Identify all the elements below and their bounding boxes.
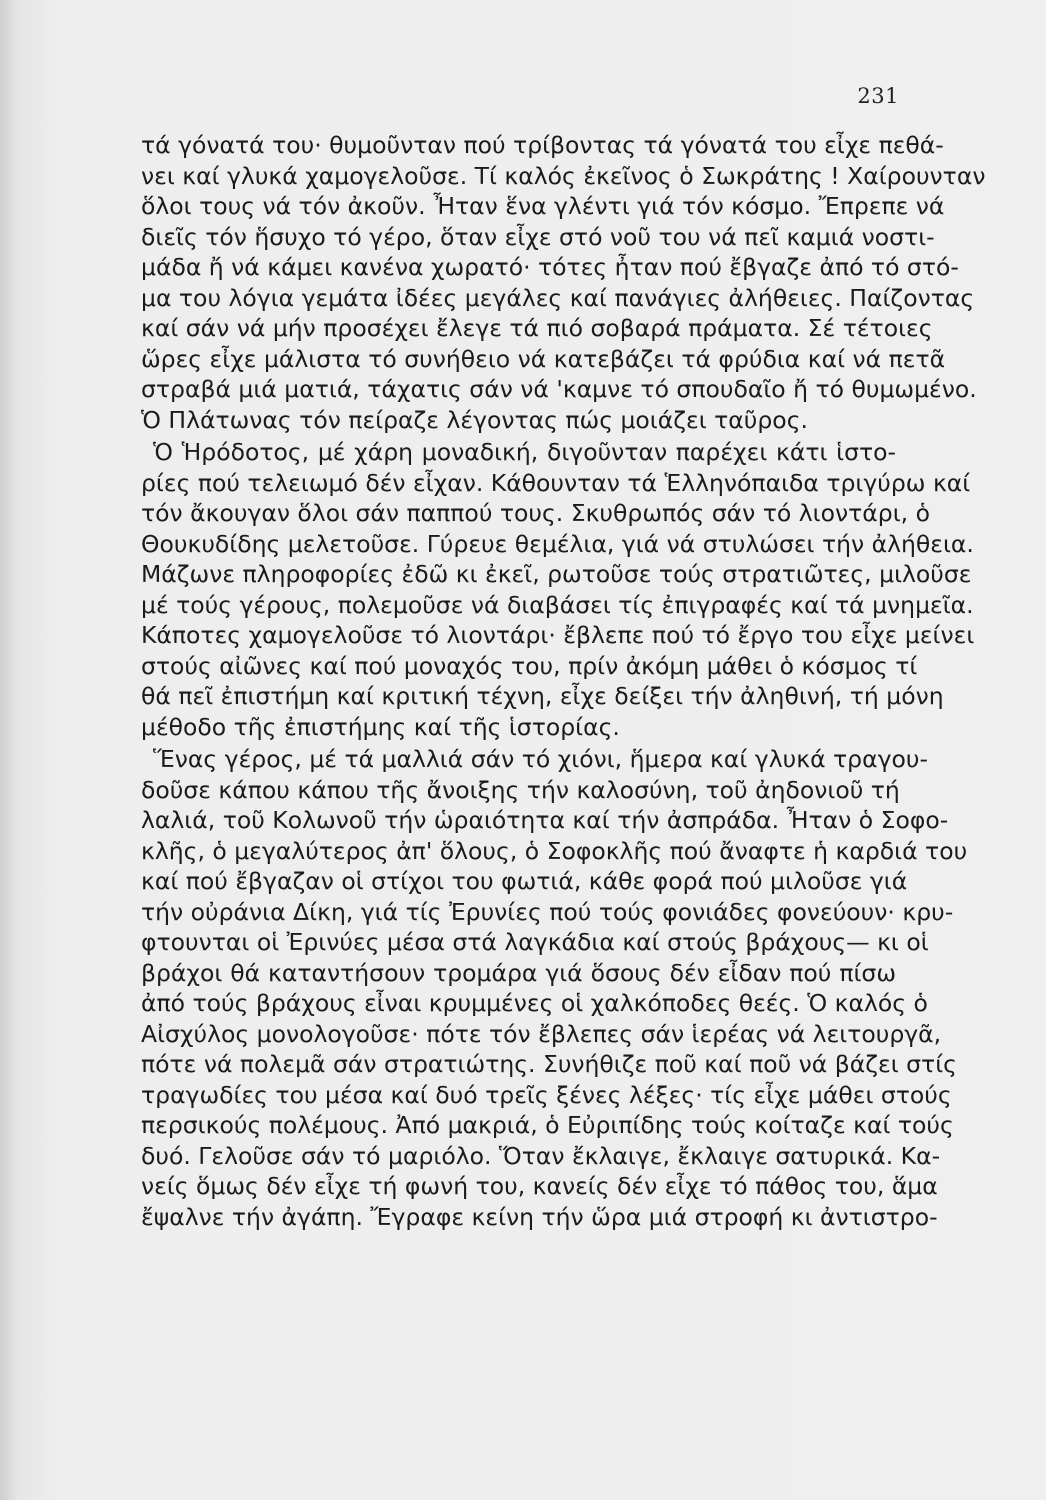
text-line: ὥρες εἶχε μάλιστα τό συνήθειο νά κατεβάζει τά φρύδια καί νά πετᾶ bbox=[141, 344, 946, 373]
text-line: τά γόνατά του· θυμοῦνταν πού τρίβοντας τά γόνατά του εἶχε πεθά- bbox=[141, 131, 944, 159]
text-line: στραβά μιά ματιά, τάχατις σάν νά 'καμνε τό σπουδαῖο ἤ τό θυμωμένο. bbox=[141, 375, 977, 403]
paragraph-tragedians bbox=[141, 744, 968, 1232]
text-line: πότε νά πολεμᾶ σάν στρατιώτης. Συνήθιζε ποῦ καί ποῦ νά βάζει στίς bbox=[141, 1050, 957, 1078]
text-line: διεῖς τόν ἥσυχο τό γέρο, ὅταν εἶχε στό νοῦ του νά πεῖ καμιά νοστι- bbox=[141, 222, 935, 251]
text-line: νείς ὅμως δέν εἶχε τή φωνή του, κανείς δέν εἶχε τό πάθος του, ἅμα bbox=[141, 1172, 938, 1200]
text-line: μέθοδο τῆς ἐπιστήμης καί τῆς ἱστορίας. bbox=[141, 712, 620, 741]
text-line: καί πού ἔβγαζαν οἱ στίχοι του φωτιά, κάθε φορά πού μιλοῦσε γιά bbox=[141, 867, 908, 895]
text-line: ρίες πού τελειωμό δέν εἶχαν. Κάθουνταν τά Ἑλληνόπαιδα τριγύρω καί bbox=[141, 468, 971, 497]
text-line: μα του λόγια γεμάτα ἰδέες μεγάλες καί πανάγιες ἀλήθειες. Παίζοντας bbox=[141, 283, 975, 312]
text-line: ὅλοι τους νά τόν ἀκοῦν. Ἦταν ἕνα γλέντι γιά τόν κόσμο. Ἔπρεπε νά bbox=[141, 192, 945, 220]
text-line: στούς αἰῶνες καί πού μοναχός του, πρίν ἀκόμη μάθει ὁ κόσμος τί bbox=[141, 651, 918, 680]
text-line: μάδα ἤ νά κάμει κανένα χωρατό· τότες ἦταν πού ἔβγαζε ἀπό τό στό- bbox=[141, 253, 959, 281]
text-line: ἀπό τούς βράχους εἶναι κρυμμένες οἱ χαλκόποδες θεές. Ὁ καλός ὁ bbox=[141, 989, 928, 1017]
text-line: φτουνται οἱ Ἐρινύες μέσα στά λαγκάδια καί στούς βράχους— κι οἱ bbox=[141, 928, 929, 956]
text-line: λαλιά, τοῦ Κολωνοῦ τήν ὡραιότητα καί τήν ἀσπράδα. Ἦταν ὁ Σοφο- bbox=[141, 806, 949, 834]
text-line: κλῆς, ὁ μεγαλύτερος ἀπ' ὅλους, ὁ Σοφοκλῆς πού ἄναφτε ἡ καρδιά του bbox=[141, 836, 968, 865]
text-line: τόν ἄκουγαν ὅλοι σάν παππού τους. Σκυθρωπός σάν τό λιοντάρι, ὁ bbox=[141, 499, 930, 527]
text-line: θά πεῖ ἐπιστήμη καί κριτική τέχνη, εἶχε δείξει τήν ἀληθινή, τή μόνη bbox=[141, 682, 944, 710]
text-line: Ὁ Ἡρόδοτος, μέ χάρη μοναδική, διγοῦνταν παρέχει κάτι ἱστο- bbox=[153, 438, 896, 466]
body-text bbox=[141, 130, 986, 1232]
text-line: νει καί γλυκά χαμογελοῦσε. Τί καλός ἐκεῖνος ὁ Σωκράτης ! Χαίρουνταν bbox=[141, 161, 986, 190]
paragraph-historians bbox=[141, 437, 975, 742]
text-line: Μάζωνε πληροφορίες ἐδῶ κι ἐκεῖ, ρωτοῦσε τούς στρατιῶτες, μιλοῦσε bbox=[141, 560, 972, 588]
text-line: Θουκυδίδης μελετοῦσε. Γύρευε θεμέλια, γιά νά στυλώσει τήν ἀλήθεια. bbox=[141, 529, 974, 558]
text-line: τήν οὐράνια Δίκη, γιά τίς Ἐρυνίες πού τούς φονιάδες φονεύουν· κρυ- bbox=[141, 897, 954, 926]
text-line: ἔψαλνε τήν ἀγάπη. Ἔγραφε κείνη τήν ὥρα μιά στροφή κι ἀντιστρο- bbox=[141, 1202, 938, 1231]
text-line: Ἕνας γέρος, μέ τά μαλλιά σάν τό χιόνι, ἥμερα καί γλυκά τραγου- bbox=[153, 745, 928, 773]
text-line: καί σάν νά μήν προσέχει ἔλεγε τά πιό σοβαρά πράματα. Σέ τέτοιες bbox=[141, 314, 933, 342]
text-line: δυό. Γελοῦσε σάν τό μαριόλο. Ὅταν ἔκλαιγε, ἔκλαιγε σατυρικά. Κα- bbox=[141, 1141, 941, 1170]
text-line: Αἰσχύλος μονολογοῦσε· πότε τόν ἔβλεπες σάν ἱερέας νά λειτουργᾶ, bbox=[141, 1019, 942, 1048]
page-number: 231 bbox=[857, 84, 899, 108]
text-line: Κάποτες χαμογελοῦσε τό λιοντάρι· ἔβλεπε πού τό ἔργο του εἶχε μείνει bbox=[141, 621, 975, 649]
text-line: περσικούς πολέμους. Ἀπό μακριά, ὁ Εὐριπίδης τούς κοίταζε καί τούς bbox=[141, 1111, 954, 1139]
text-line: βράχοι θά καταντήσουν τρομάρα γιά ὅσους δέν εἶδαν πού πίσω bbox=[141, 958, 896, 987]
text-line: Ὁ Πλάτωνας τόν πείραζε λέγοντας πώς μοιάζει ταῦρος. bbox=[141, 405, 808, 434]
text-line: δοῦσε κάπου κάπου τῆς ἄνοιξης τήν καλοσύνη, τοῦ ἀηδονιοῦ τή bbox=[141, 775, 900, 804]
text-line: μέ τούς γέρους, πολεμοῦσε νά διαβάσει τίς ἐπιγραφές καί τά μνημεῖα. bbox=[141, 590, 974, 619]
text-line: τραγωδίες του μέσα καί δυό τρεῖς ξένες λέξες· τίς εἶχε μάθει στούς bbox=[141, 1080, 952, 1109]
paragraph-socrates bbox=[141, 130, 986, 435]
